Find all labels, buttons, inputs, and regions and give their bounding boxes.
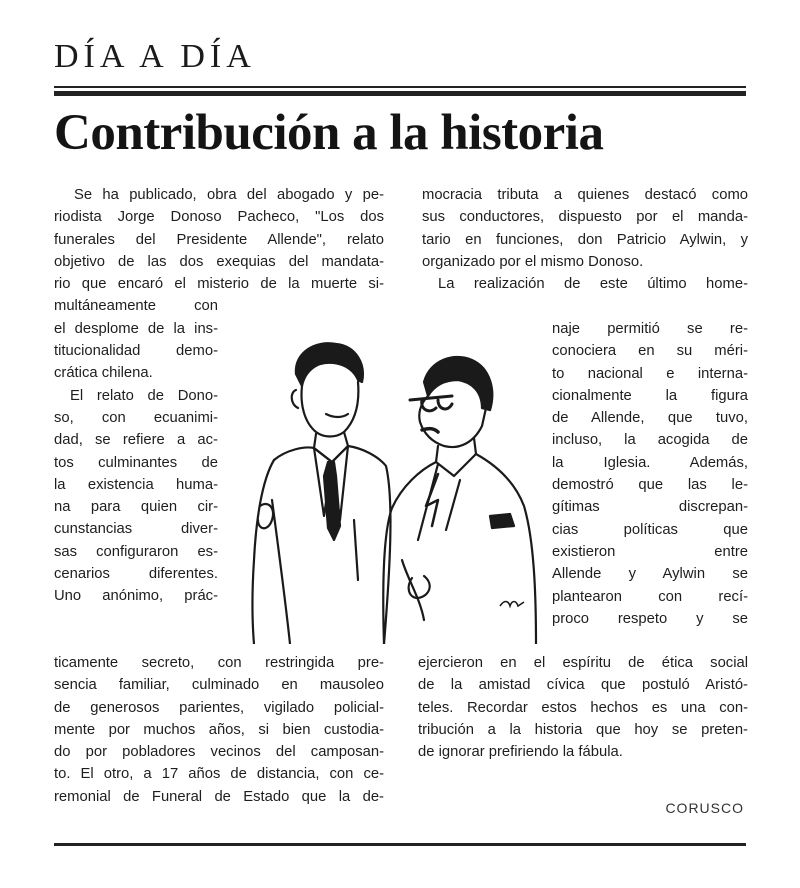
text-line: tario en funciones, don Patricio Aylwin, y xyxy=(422,231,748,248)
text-line: existieron entre xyxy=(552,543,748,560)
text-line: dad, se refiere a ac- xyxy=(54,432,218,449)
text-line: sus conductores, dispuesto por el manda- xyxy=(422,209,748,226)
top-rule-thin xyxy=(54,86,746,88)
text-line: La realización de este último home- xyxy=(438,276,748,293)
text-line: do por pobladores vecinos del camposan- xyxy=(54,744,384,761)
text-line: to. El otro, a 17 años de distancia, con ce- xyxy=(54,766,384,783)
text-line: teles. Recordar estos hechos es una con- xyxy=(418,699,748,716)
text-line: cenarios diferentes. xyxy=(54,566,218,583)
text-line: to nacional e interna- xyxy=(552,365,748,382)
text-line: cionalmente la figura xyxy=(552,387,748,404)
section-label: DÍA A DÍA xyxy=(54,38,256,75)
text-line: gítimas discrepan- xyxy=(552,499,748,516)
text-line: organizado por el mismo Donoso. xyxy=(422,253,644,270)
article-column-left-bottom xyxy=(54,652,384,808)
text-line: de la amistad cívica que postuló Aristó- xyxy=(418,677,748,694)
text-line: tos culminantes de xyxy=(54,454,218,471)
text-line: remonial de Funeral de Estado que la de- xyxy=(54,788,384,805)
text-line: mente por muchos años, si bien custodia- xyxy=(54,721,384,738)
text-line: la Iglesia. Además, xyxy=(552,454,748,471)
text-line: crática chilena. xyxy=(54,365,153,382)
text-line: riodista Jorge Donoso Pacheco, "Los dos xyxy=(54,209,384,226)
text-line: funerales del Presidente Allende", relato xyxy=(54,231,384,248)
text-line: el desplome de la ins- xyxy=(54,320,218,337)
text-line: incluso, la acogida de xyxy=(552,432,748,449)
author-signature: CORUSCO xyxy=(665,800,744,816)
text-line: ticamente secreto, con restringida pre- xyxy=(54,655,384,671)
article-headline: Contribución a la historia xyxy=(54,105,604,161)
text-line: cunstancias diver- xyxy=(54,521,218,538)
text-line: plantearon con recí- xyxy=(552,588,748,605)
text-line: demostró que las le- xyxy=(552,477,748,494)
top-rule-thick xyxy=(54,91,746,96)
text-line: de Allende, que tuvo, xyxy=(552,410,748,427)
bottom-rule xyxy=(54,843,746,846)
text-line: objetivo de las dos exequias del mandata- xyxy=(54,253,384,270)
text-line: multáneamente con xyxy=(54,298,218,315)
text-line: proco respeto y se xyxy=(552,610,748,627)
text-line: sas configuraron es- xyxy=(54,543,218,560)
text-line: la existencia huma- xyxy=(54,476,218,493)
text-line: El relato de Dono- xyxy=(70,387,218,404)
text-line: so, con ecuanimi- xyxy=(54,409,218,426)
text-line: ejercieron en el espíritu de ética social xyxy=(418,655,748,671)
text-line: Se ha publicado, obra del abogado y pe- xyxy=(74,187,384,203)
text-line: rio que encaró el misterio de la muerte si- xyxy=(54,276,384,293)
text-line: na para quien cir- xyxy=(54,499,218,516)
text-line: cias políticas que xyxy=(552,521,748,538)
text-line: sencia familiar, culminado en mausoleo xyxy=(54,677,384,694)
text-line: titucionalidad demo- xyxy=(54,343,218,360)
text-line: tribución a la historia que hoy se preten- xyxy=(418,721,748,738)
text-line: naje permitió se re- xyxy=(552,321,748,337)
text-line: de generosos parientes, vigilado policial- xyxy=(54,699,384,716)
text-line: conociera en su méri- xyxy=(552,343,748,360)
article-column-right-narrow xyxy=(552,318,748,630)
text-line: mocracia tributa a quienes destacó como xyxy=(422,187,748,203)
text-line: Allende y Aylwin se xyxy=(552,566,748,583)
caricature-illustration xyxy=(224,330,546,644)
text-line: de ignorar prefiriendo la fábula. xyxy=(418,744,623,761)
article-column-left-narrow xyxy=(54,295,218,607)
text-line: Uno anónimo, prác- xyxy=(54,588,218,605)
article-column-right-top xyxy=(422,184,748,295)
article-column-right-bottom xyxy=(418,652,748,763)
